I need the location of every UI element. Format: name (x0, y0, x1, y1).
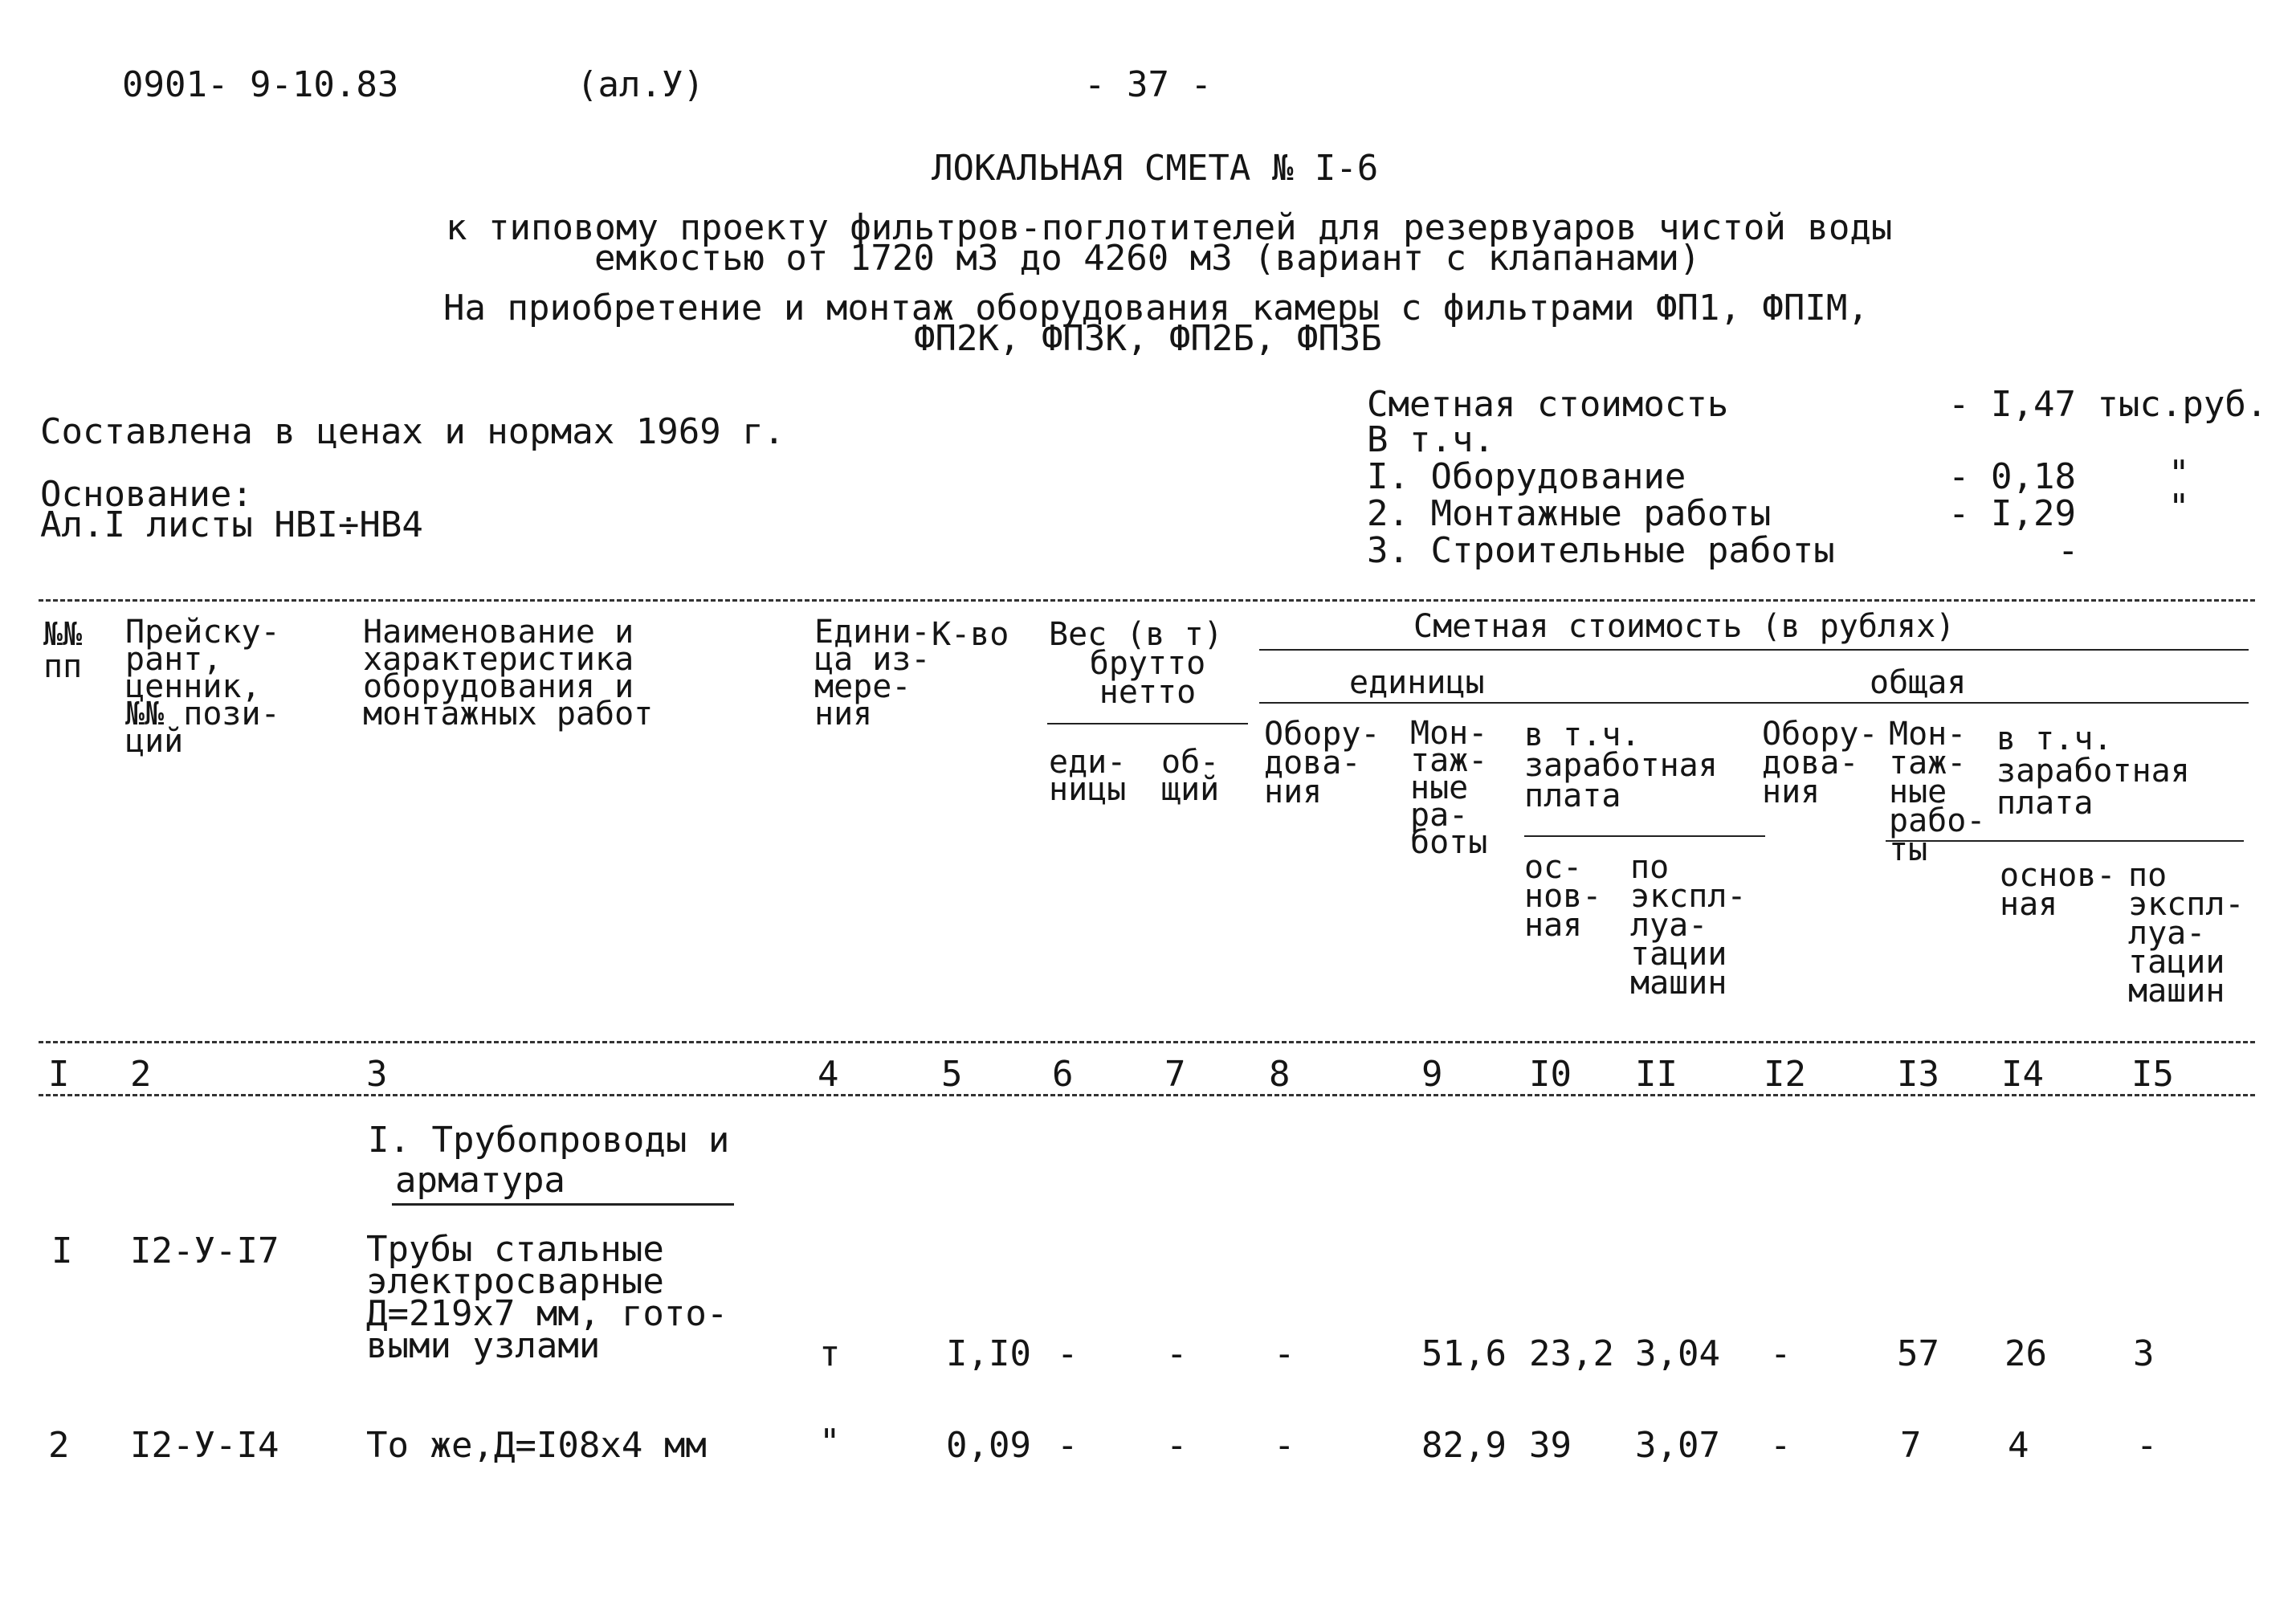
header-line: таж- (1889, 745, 1967, 782)
header-line: экспл- (1630, 878, 1747, 915)
header-line: монтажных работ (363, 696, 654, 733)
header-line: дова- (1762, 745, 1859, 782)
header-line: ций (125, 723, 184, 760)
header-line: тации (1630, 936, 1727, 973)
row-number: I (51, 1231, 73, 1271)
column-number: II (1635, 1054, 1678, 1095)
section-title: I. Трубопроводы и (368, 1120, 730, 1161)
header-gross-net (1047, 645, 1248, 711)
row-weight-total: - (1166, 1333, 1188, 1374)
description-line: Д=219х7 мм, гото- (366, 1293, 728, 1334)
header-total-cost: общая (1870, 664, 1967, 701)
row-unit: т (819, 1333, 841, 1374)
header-installation-total (1889, 716, 1986, 868)
column-number: 4 (818, 1054, 839, 1095)
header-line: нов- (1524, 878, 1602, 915)
header-line: характеристика (363, 641, 634, 678)
row-description: То же,Д=I08х4 мм (366, 1425, 707, 1466)
cost-item-value: - 0,18 (1948, 456, 2076, 497)
column-number: 6 (1052, 1054, 1074, 1095)
header-line: ная (1524, 907, 1583, 944)
column-number: 7 (1164, 1054, 1186, 1095)
ditto-mark: " (2168, 487, 2190, 528)
header-line: еди- (1049, 744, 1127, 781)
row-weight-total: - (1166, 1425, 1188, 1466)
header-line: Обору- (1762, 716, 1878, 753)
column-number: I4 (2001, 1054, 2044, 1095)
wage-rule-unit (1524, 835, 1765, 837)
column-number: 5 (941, 1054, 963, 1095)
basis-label: Основание: (40, 474, 253, 515)
header-line: по (1630, 849, 1670, 886)
header-line: Едини- (814, 614, 931, 651)
title-line-1: к типовому проекту фильтров-поглотителей для резервуаров чистой воды (446, 207, 1893, 248)
weight-rule (1047, 723, 1248, 724)
row-quantity: I,I0 (946, 1333, 1031, 1374)
header-unit (814, 614, 931, 733)
cost-item-label: I. Оборудование (1367, 456, 1686, 497)
ditto-mark: " (2168, 453, 2190, 494)
row-basic-wage-total: 26 (2004, 1333, 2047, 1374)
header-bottom-rule (39, 1041, 2255, 1043)
row-equipment-unit: - (1274, 1333, 1295, 1374)
section-underline (392, 1203, 734, 1206)
header-line: луа- (2128, 915, 2206, 952)
header-line: плата (1996, 785, 2094, 822)
row-price-code: I2-У-I4 (130, 1425, 279, 1466)
header-line: Наименование и (363, 614, 634, 651)
row-installation-total: 57 (1897, 1333, 1939, 1374)
header-line: щий (1161, 771, 1220, 808)
album-reference: (ал.У) (577, 64, 704, 105)
header-line: Прейску- (125, 614, 280, 651)
cost-item-label: 3. Строительные работы (1367, 530, 1835, 571)
header-line: ния (814, 696, 873, 733)
column-number: I2 (1764, 1054, 1806, 1095)
header-line: пп (43, 648, 83, 685)
header-installation-unit (1410, 715, 1488, 861)
description-line: выми узлами (366, 1325, 601, 1366)
column-number: I (48, 1054, 70, 1095)
header-machine-wage-unit (1630, 849, 1747, 1002)
header-line: ра- (1410, 797, 1469, 834)
row-quantity: 0,09 (946, 1425, 1031, 1466)
header-price-list (125, 614, 280, 760)
row-machine-wage-total: 3 (2133, 1333, 2155, 1374)
section-title-cont: арматура (395, 1160, 565, 1201)
column-number: 2 (130, 1054, 152, 1095)
header-line: №№ (43, 616, 83, 653)
including-label: В т.ч. (1367, 419, 1495, 460)
header-line: рабо- (1889, 802, 1986, 839)
header-line: заработная (1996, 753, 2190, 790)
row-installation-total: 7 (1900, 1425, 1922, 1466)
header-line: тации (2128, 944, 2225, 981)
header-weight-total (1161, 744, 1220, 808)
header-line: ца из- (814, 641, 931, 678)
header-line: нетто (1099, 674, 1197, 711)
row-machine-wage-total: - (2136, 1425, 2158, 1466)
header-description (363, 614, 654, 733)
row-installation-unit: 51,6 (1421, 1333, 1507, 1374)
column-number: I3 (1897, 1054, 1939, 1095)
row-machine-wage-unit: 3,07 (1635, 1425, 1720, 1466)
row-machine-wage-unit: 3,04 (1635, 1333, 1720, 1374)
title-line-2: емкостью от 1720 м3 до 4260 м3 (вариант с клапанами) (594, 238, 1701, 279)
header-line: по (2128, 857, 2168, 894)
header-line: Обору- (1264, 716, 1380, 753)
header-line: заработная (1524, 747, 1718, 784)
row-basic-wage-total: 4 (2008, 1425, 2029, 1466)
header-wage-unit (1524, 716, 1718, 814)
row-equipment-total: - (1770, 1425, 1792, 1466)
row-weight-unit: - (1057, 1333, 1079, 1374)
cost-item-value: - I,29 (1948, 493, 2076, 534)
title-line-4: ФП2К, ФП3К, ФП2Б, ФП3Б (914, 318, 1382, 359)
header-line: экспл- (2128, 886, 2245, 923)
header-line: ценник, (125, 668, 261, 705)
row-price-code: I2-У-I7 (130, 1231, 279, 1271)
row-basic-wage-unit: 39 (1529, 1425, 1572, 1466)
row-unit: " (819, 1422, 841, 1463)
description-line: электросварные (366, 1261, 664, 1302)
header-line: ты (1889, 831, 1928, 868)
header-line: Мон- (1889, 716, 1967, 753)
header-basic-wage-total (2000, 857, 2116, 923)
header-line: в т.ч. (1996, 720, 2113, 757)
header-line: Мон- (1410, 715, 1488, 752)
row-number: 2 (48, 1425, 70, 1466)
header-line: брутто (1089, 645, 1206, 682)
row-installation-unit: 82,9 (1421, 1425, 1507, 1466)
header-line: ницы (1049, 771, 1127, 808)
header-line: ные (1889, 773, 1947, 810)
header-line: ные (1410, 769, 1469, 806)
row-basic-wage-unit: 23,2 (1529, 1333, 1614, 1374)
header-line: рант, (125, 641, 222, 678)
header-weight-unit (1049, 744, 1127, 808)
header-machine-wage-total (2128, 857, 2245, 1010)
column-number: 9 (1421, 1054, 1443, 1095)
cost-group-rule (1259, 649, 2249, 651)
title-line-3: На приобретение и монтаж оборудования камеры с фильтрами ФП1, ФПIМ, (443, 288, 1869, 329)
header-line: таж- (1410, 742, 1488, 779)
header-line: мере- (814, 668, 911, 705)
header-line: машин (2128, 973, 2225, 1010)
compiled-in-prices: Составлена в ценах и нормах 1969 г. (40, 411, 785, 452)
estimated-cost-value: - I,47 тыс.руб. (1948, 384, 2268, 425)
header-line: машин (1630, 965, 1727, 1002)
estimated-cost-label: Сметная стоимость (1367, 384, 1729, 425)
header-line: об- (1161, 744, 1220, 781)
estimate-title: ЛОКАЛЬНАЯ СМЕТА № I-6 (932, 148, 1379, 189)
header-cost-group: Сметная стоимость (в рублях) (1413, 608, 1955, 645)
header-line: плата (1524, 778, 1621, 814)
header-col-number (43, 618, 82, 683)
header-line: основ- (2000, 857, 2116, 894)
column-number: 3 (366, 1054, 388, 1095)
header-line: луа- (1630, 907, 1708, 944)
row-equipment-total: - (1770, 1333, 1792, 1374)
header-line: ния (1762, 773, 1821, 810)
row-equipment-unit: - (1274, 1425, 1295, 1466)
cost-item-label: 2. Монтажные работы (1367, 493, 1772, 534)
table-top-rule (39, 599, 2255, 602)
column-number: 8 (1269, 1054, 1291, 1095)
header-line: оборудования и (363, 668, 634, 705)
header-equipment-unit (1264, 716, 1380, 810)
header-line: ная (2000, 886, 2058, 923)
page-number: - 37 - (1084, 64, 1212, 105)
description-line: Трубы стальные (366, 1229, 664, 1270)
column-number: I5 (2131, 1054, 2174, 1095)
header-line: дова- (1264, 745, 1361, 782)
header-line: ния (1264, 773, 1323, 810)
header-line: боты (1410, 824, 1488, 861)
header-equipment-total (1762, 716, 1878, 810)
header-weight: Вес (в т) (1049, 616, 1223, 653)
header-unit-cost: единицы (1349, 664, 1485, 701)
column-number: I0 (1529, 1054, 1572, 1095)
basis-value: Ал.I листы НВI÷НВ4 (40, 504, 423, 545)
cost-item-value: - (2057, 530, 2079, 571)
header-line: №№ пози- (125, 696, 280, 733)
document-code: 0901- 9-10.83 (122, 64, 399, 105)
row-weight-unit: - (1057, 1425, 1079, 1466)
header-line: ос- (1524, 849, 1583, 886)
header-wage-total (1996, 720, 2190, 822)
header-basic-wage-unit (1524, 849, 1602, 944)
unit-total-rule (1259, 702, 2249, 704)
header-line: в т.ч. (1524, 716, 1641, 753)
header-quantity: К-во (932, 616, 1009, 653)
row-description (366, 1229, 728, 1366)
